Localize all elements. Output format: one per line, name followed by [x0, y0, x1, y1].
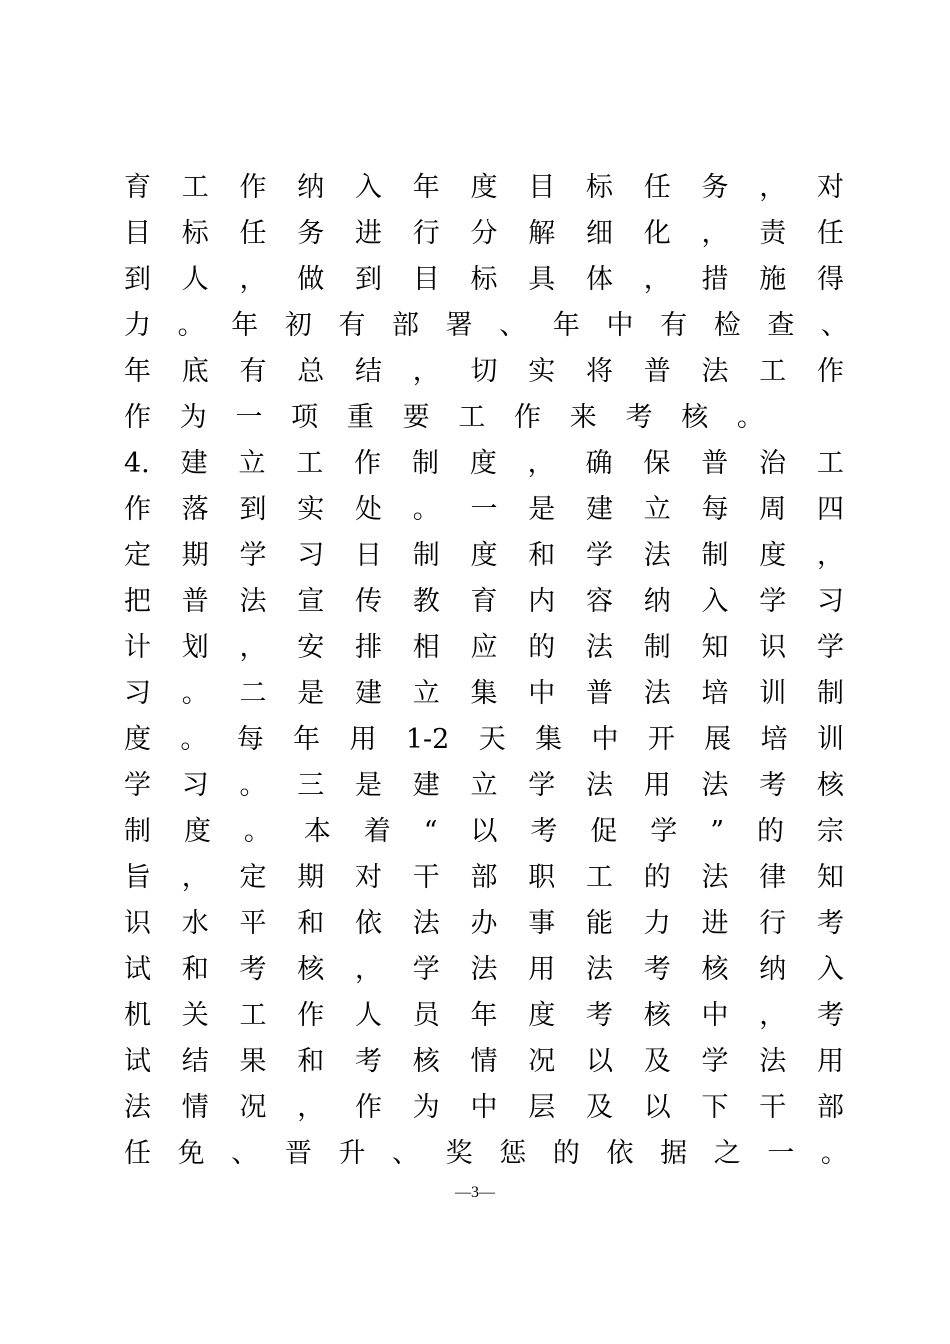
text-line: 旨 ， 定 期 对 干 部 职 工 的 法 律 知 [124, 862, 844, 893]
text-line: 作 为 一 项 重 要 工 作 来 考 核 。 [124, 402, 764, 433]
text-line: 法 情 况 ， 作 为 中 层 及 以 下 干 部 [124, 1092, 844, 1123]
text-line: 计 划 ， 安 排 相 应 的 法 制 知 识 学 [124, 632, 844, 663]
text-line: 育 工 作 纳 入 年 度 目 标 任 务 ， 对 [124, 172, 844, 203]
text-line: 度 。 每 年 用 1-2 天 集 中 开 展 培 训 [124, 724, 844, 755]
text-line: 习 。 二 是 建 立 集 中 普 法 培 训 制 [124, 678, 844, 709]
text-line: 把 普 法 宣 传 教 育 内 容 纳 入 学 习 [124, 586, 844, 617]
text-line: 到 人 ， 做 到 目 标 具 体 ， 措 施 得 [124, 264, 844, 295]
text-line: 试 结 果 和 考 核 情 况 以 及 学 法 用 [124, 1046, 844, 1077]
text-line: 任 免 、 晋 升 、 奖 惩 的 依 据 之 一 。 [124, 1138, 848, 1169]
text-line: 机 关 工 作 人 员 年 度 考 核 中 ， 考 [124, 1000, 844, 1031]
text-line: 试 和 考 核 ， 学 法 用 法 考 核 纳 入 [124, 954, 844, 985]
text-line: 力 。 年 初 有 部 署 、 年 中 有 检 查 、 [124, 310, 848, 341]
text-line: 学 习 。 三 是 建 立 学 法 用 法 考 核 [124, 770, 844, 801]
page-number: —3— [455, 1184, 495, 1201]
text-line: 4. 建 立 工 作 制 度 ， 确 保 普 治 工 [124, 448, 844, 479]
text-line: 作 落 到 实 处 。 一 是 建 立 每 周 四 [124, 494, 844, 525]
text-line: 制 度 。 本 着 “ 以 考 促 学 ” 的 宗 [124, 816, 844, 847]
text-line: 年 底 有 总 结 ， 切 实 将 普 法 工 作 [124, 356, 844, 387]
text-line: 识 水 平 和 依 法 办 事 能 力 进 行 考 [124, 908, 844, 939]
text-line: 定 期 学 习 日 制 度 和 学 法 制 度 ， [124, 540, 844, 571]
text-line: 目 标 任 务 进 行 分 解 细 化 ， 责 任 [124, 218, 844, 249]
